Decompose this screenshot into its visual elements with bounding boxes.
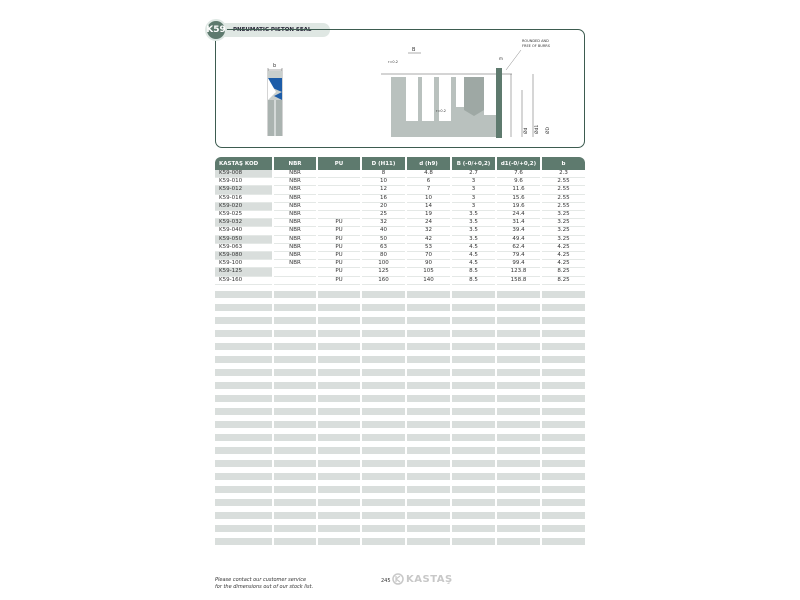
table-row [215, 195, 585, 203]
d-label: Ød [524, 127, 529, 134]
table-cell: NBR [274, 219, 316, 227]
table-cell: 31.4 [497, 219, 540, 227]
table-row [215, 236, 585, 244]
brand-logo [392, 573, 453, 585]
D-label: ØD [546, 126, 551, 134]
table-row [215, 260, 585, 268]
table-row [215, 170, 585, 178]
column-header: D (H11) [362, 157, 405, 170]
table-cell: K59-008 [215, 170, 272, 178]
table-cell: 10 [407, 195, 450, 203]
empty-cell [274, 538, 316, 545]
drawing-svg [216, 30, 586, 149]
table-cell: 10 [362, 178, 405, 186]
table-cell: 125 [362, 268, 405, 276]
empty-cell [542, 538, 585, 545]
table-cell: 140 [407, 277, 450, 285]
table-cell: 4.5 [452, 260, 495, 268]
table-cell [318, 170, 360, 178]
table-cell: NBR [274, 186, 316, 194]
column-header: B (-0/+0,2) [452, 157, 495, 170]
table-cell: 7.6 [497, 170, 540, 178]
table-cell: 4.5 [452, 252, 495, 260]
table-cell: 3 [452, 203, 495, 211]
table-cell: NBR [274, 203, 316, 211]
table-cell: K59-063 [215, 244, 272, 252]
table-cell: K59-020 [215, 203, 272, 211]
header-title: PNEUMATIC PISTON SEAL [233, 27, 312, 33]
table-cell: K59-050 [215, 236, 272, 244]
table-cell: NBR [274, 236, 316, 244]
table-row [215, 211, 585, 219]
housing-drawing [381, 39, 551, 138]
table-cell: 42 [407, 236, 450, 244]
table-cell: 2.55 [542, 203, 585, 211]
table-cell: 70 [407, 252, 450, 260]
table-cell: K59-080 [215, 252, 272, 260]
r-top-label: r=0.2 [388, 60, 398, 64]
table-cell: PU [318, 277, 360, 285]
table-cell: 4.25 [542, 252, 585, 260]
table-cell: 14 [407, 203, 450, 211]
table-cell: NBR [274, 244, 316, 252]
table-cell: 25 [362, 211, 405, 219]
table-cell: 3.25 [542, 219, 585, 227]
empty-row [215, 538, 585, 545]
table-cell: 3.25 [542, 227, 585, 235]
table-cell: 24.4 [497, 211, 540, 219]
table-cell: 79.4 [497, 252, 540, 260]
table-row [215, 277, 585, 285]
table-cell [318, 211, 360, 219]
table-cell: 39.4 [497, 227, 540, 235]
table-cell: K59-010 [215, 178, 272, 186]
table-cell: K59-160 [215, 277, 272, 285]
table-cell: NBR [274, 170, 316, 178]
table-cell: NBR [274, 178, 316, 186]
r-mid-label: r=0.2 [436, 109, 446, 113]
table-cell: 9.6 [497, 178, 540, 186]
table-cell: PU [318, 260, 360, 268]
note-line1: ROUNDED AND [522, 39, 549, 43]
table-cell: 2.55 [542, 178, 585, 186]
brand-name: KASTAŞ [406, 573, 453, 585]
table-cell: 11.6 [497, 186, 540, 194]
table-cell: 62.4 [497, 244, 540, 252]
table-cell [274, 277, 316, 285]
table-row [215, 203, 585, 211]
table-cell: K59-100 [215, 260, 272, 268]
footer-note [215, 577, 313, 590]
table-cell: NBR [274, 211, 316, 219]
table-cell: 4.5 [452, 244, 495, 252]
table-cell: 160 [362, 277, 405, 285]
table-cell: K59-012 [215, 186, 272, 194]
footer-note-line1: Please contact our customer service [215, 577, 307, 583]
d1-label: Ød1 [535, 124, 540, 134]
table-cell: NBR [274, 252, 316, 260]
dimension-table [215, 157, 585, 545]
table-cell: PU [318, 244, 360, 252]
table-cell: 3.5 [452, 236, 495, 244]
table-cell: K59-125 [215, 268, 272, 276]
table-cell: PU [318, 227, 360, 235]
table-cell [318, 186, 360, 194]
header-badge: K59 [205, 19, 227, 41]
table-cell: 4.8 [407, 170, 450, 178]
footer-note-line2: for the dimensions out of our stock list. [215, 583, 314, 590]
table-row [215, 227, 585, 235]
table-cell: 12 [362, 186, 405, 194]
table-cell: 24 [407, 219, 450, 227]
table-row [215, 244, 585, 252]
table-cell: K59-016 [215, 195, 272, 203]
table-cell: 32 [407, 227, 450, 235]
table-cell: 2.55 [542, 186, 585, 194]
table-cell: NBR [274, 260, 316, 268]
table-cell: 3 [452, 178, 495, 186]
table-cell: 3 [452, 195, 495, 203]
table-cell: 3.5 [452, 227, 495, 235]
m-label: m [499, 56, 503, 61]
table-cell: 16 [362, 195, 405, 203]
table-cell: 4.25 [542, 260, 585, 268]
table-cell: 3 [452, 186, 495, 194]
table-cell: 99.4 [497, 260, 540, 268]
table-row [215, 178, 585, 186]
table-cell: 8 [362, 170, 405, 178]
column-header: d1(-0/+0,2) [497, 157, 540, 170]
table-cell: 19.6 [497, 203, 540, 211]
table-cell: 19 [407, 211, 450, 219]
table-cell: 105 [407, 268, 450, 276]
column-header: KASTAŞ KOD [215, 157, 272, 170]
table-cell: 2.55 [542, 195, 585, 203]
table-cell: 123.8 [497, 268, 540, 276]
table-cell: 8.25 [542, 268, 585, 276]
table [213, 157, 587, 545]
technical-drawing [215, 29, 585, 148]
table-cell: K59-025 [215, 211, 272, 219]
seal-profile [268, 63, 282, 136]
note-line2: FREE OF BURRS [522, 44, 550, 48]
table-cell: 49.4 [497, 236, 540, 244]
column-header: d (h9) [407, 157, 450, 170]
table-cell: K59-040 [215, 227, 272, 235]
table-cell [318, 178, 360, 186]
table-cell: 6 [407, 178, 450, 186]
column-header: NBR [274, 157, 316, 170]
table-cell: 63 [362, 244, 405, 252]
table-cell: PU [318, 252, 360, 260]
table-cell: PU [318, 268, 360, 276]
table-cell: 40 [362, 227, 405, 235]
table-row [215, 219, 585, 227]
table-cell: 3.5 [452, 211, 495, 219]
table-cell [274, 268, 316, 276]
empty-cell [452, 538, 495, 545]
column-header: PU [318, 157, 360, 170]
empty-cell [318, 538, 360, 545]
table-cell: 3.25 [542, 236, 585, 244]
table-cell: 15.6 [497, 195, 540, 203]
table-cell [318, 195, 360, 203]
table-cell: 50 [362, 236, 405, 244]
table-cell: K59-032 [215, 219, 272, 227]
column-header: b [542, 157, 585, 170]
table-cell [318, 203, 360, 211]
table-cell: 8.5 [452, 277, 495, 285]
brand-logo-icon [392, 573, 404, 585]
table-cell: 158.8 [497, 277, 540, 285]
table-header-row [215, 157, 585, 170]
table-cell: 2.7 [452, 170, 495, 178]
table-cell: 8.25 [542, 277, 585, 285]
table-cell: 53 [407, 244, 450, 252]
table-cell: 8.5 [452, 268, 495, 276]
empty-cell [407, 538, 450, 545]
table-cell: 7 [407, 186, 450, 194]
table-cell: PU [318, 236, 360, 244]
table-row [215, 186, 585, 194]
empty-cell [497, 538, 540, 545]
empty-cell [362, 538, 405, 545]
table-cell: 3.25 [542, 211, 585, 219]
groove-B-label: B [412, 47, 416, 53]
empty-cell [215, 538, 272, 545]
table-cell: 32 [362, 219, 405, 227]
profile-b-label: b [273, 63, 277, 69]
table-row [215, 252, 585, 260]
table-cell: 90 [407, 260, 450, 268]
table-body [215, 170, 585, 545]
table-cell: 20 [362, 203, 405, 211]
table-cell: NBR [274, 195, 316, 203]
page-number: 245 [381, 578, 391, 584]
table-cell: NBR [274, 227, 316, 235]
table-cell: 3.5 [452, 219, 495, 227]
table-cell: 100 [362, 260, 405, 268]
table-cell: 4.25 [542, 244, 585, 252]
table-cell: 2.3 [542, 170, 585, 178]
table-row [215, 268, 585, 276]
table-cell: PU [318, 219, 360, 227]
table-cell: 80 [362, 252, 405, 260]
